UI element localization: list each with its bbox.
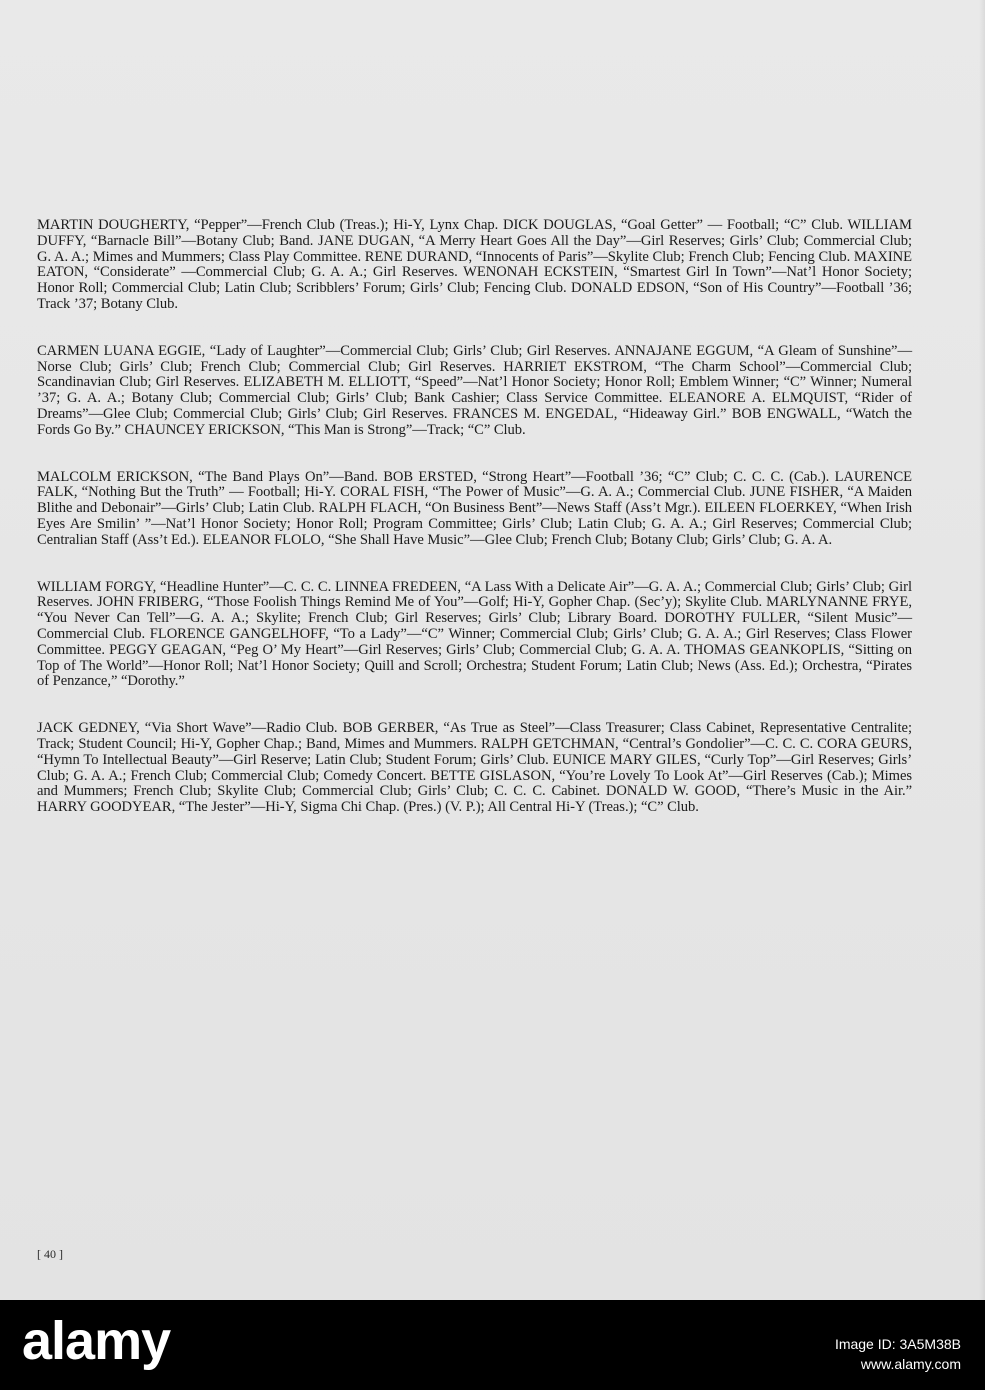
alamy-logo: alamy [22,1311,171,1371]
senior-entries-paragraph-4: WILLIAM FORGY, “Headline Hunter”—C. C. C. LINNEA FREDEEN, “A Lass With a Delicate Air”—G. A. A.; Commercial Club; Girls’ Club; Girl Reserves. JOHN FRIBERG, “Those Foolish Things Remind Me of You”—Golf; Hi-Y, Gopher Chap. (Sec’y); Skylite Club. MARLYNANNE FRYE, “You Never Can Tell”—G. A. A.; Skylite; French Club; Girl Reserves; Girls’ Club; Library Board. DOROTHY FULLER, “Silent Music”—Commercial Club. FLORENCE GANGELHOFF, “To a Lady”—“C” Winner; Commercial Club; Girls’ Club; G. A. A.; Girl Reserves; Class Flower Committee. PEGGY GEAGAN, “Peg O’ My Heart”—Girl Reserves; Girls’ Club; Commercial Club; G. A. A. THOMAS GEANKOPLIS, “Sitting on Top of The World”—Honor Roll; Nat’l Honor Society; Quill and Scroll; Orchestra; Student Forum; Latin Club; News (Ass. Ed.); Orchestra, “Pirates of Penzance,” “Dorothy.” [37,578,912,690]
senior-entries-paragraph-5: JACK GEDNEY, “Via Short Wave”—Radio Club. BOB GERBER, “As True as Steel”—Class Treasurer; Class Cabinet, Representative Centralite; Track; Student Council; Hi-Y, Gopher Chap.; Band, Mimes and Mummers. RALPH GETCHMAN, “Central’s Gondolier”—C. C. C. CORA GEURS, “Hymn To Intellectual Beauty”—Girl Reserve; Latin Club; Student Forum; Girls’ Club. EUNICE MARY GILES, “Curly Top”—Girl Reserves; Girls’ Club; G. A. A.; French Club; Commercial Club; Comedy Concert. BETTE GISLASON, “You’re Lovely To Look At”—Girl Reserves (Cab.); Mimes and Mummers; French Club; Skylite Club; Commercial Club; Girls’ Club; C. C. C. Cabinet. DONALD W. GOOD, “There’s Music in the Air.” HARRY GOODYEAR, “The Jester”—Hi-Y, Sigma Chi Chap. (Pres.) (V. P.); All Central Hi-Y (Treas.); “C” Club. [37,720,912,816]
senior-entries-paragraph-1: MARTIN DOUGHERTY, “Pepper”—French Club (Treas.); Hi-Y, Lynx Chap. DICK DOUGLAS, “Goal Getter” — Football; “C” Club. WILLIAM DUFFY, “Barnacle Bill”—Botany Club; Band. JANE DUGAN, “A Merry Heart Goes All the Day”—Girl Reserves; Girls’ Club; Commercial Club; G. A. A.; Mimes and Mummers; Class Play Committee. RENE DURAND, “Innocents of Paris”—Skylite Club; French Club; Fencing Club. MAXINE EATON, “Considerate” —Commercial Club; G. A. A.; Girl Reserves. WENONAH ECKSTEIN, “Smartest Girl In Town”—Nat’l Honor Society; Honor Roll; Commercial Club; Latin Club; Scribblers’ Forum; Girls’ Club; Fencing Club. DONALD EDSON, “Son of His Country”—Football ’36; Track ’37; Botany Club. [37,217,912,312]
page-text-column [37,218,912,847]
site-url-label: www.alamy.com [860,1356,961,1372]
image-id-label: Image ID: 3A5M38B [834,1336,961,1352]
page-number: [ 40 ] [37,1247,63,1261]
stock-photo-footer [0,1300,985,1390]
senior-entries-paragraph-3: MALCOLM ERICKSON, “The Band Plays On”—Band. BOB ERSTED, “Strong Heart”—Football ’36; “C” Club; C. C. C. (Cab.). LAURENCE FALK, “Nothing But the Truth” — Football; Hi-Y. CORAL FISH, “The Power of Music”—G. A. A.; Commercial Club. JUNE FISHER, “A Maiden Blithe and Debonair”—Girls’ Club; Latin Club. RALPH FLACH, “On Business Bent”—News Staff (Ass’t Mgr.). EILEEN FLOERKEY, “When Irish Eyes Are Smilin’ ”—Nat’l Honor Society; Honor Roll; Program Committee; Girls’ Club; Latin Club; G. A. A.; Girl Reserves; Commercial Club; Centralian Staff (Ass’t Ed.). ELEANOR FLOLO, “She Shall Have Music”—Glee Club; French Club; Botany Club; Girls’ Club; G. A. A. [37,468,912,548]
senior-entries-paragraph-2: CARMEN LUANA EGGIE, “Lady of Laughter”—Commercial Club; Girls’ Club; Girl Reserves. ANNAJANE EGGUM, “A Gleam of Sunshine”—Norse Club; Girls’ Club; French Club; Commercial Club; Girl Reserves. HARRIET EKSTROM, “The Charm School”—Commercial Club; Scandinavian Club; Girl Reserves. ELIZABETH M. ELLIOTT, “Speed”—Nat’l Honor Society; Honor Roll; Emblem Winner; “C” Winner; Numeral ’37; G. A. A.; Botany Club; Commercial Club; Girls’ Club; Bank Cashier; Class Service Committee. ELEANORE A. ELMQUIST, “Rider of Dreams”—Glee Club; Commercial Club; Girls’ Club; Girl Reserves. FRANCES M. ENGEDAL, “Hideaway Girl.” BOB ENGWALL, “Watch the Fords Go By.” CHAUNCEY ERICKSON, “This Man is Strong”—Track; “C” Club. [37,342,912,438]
